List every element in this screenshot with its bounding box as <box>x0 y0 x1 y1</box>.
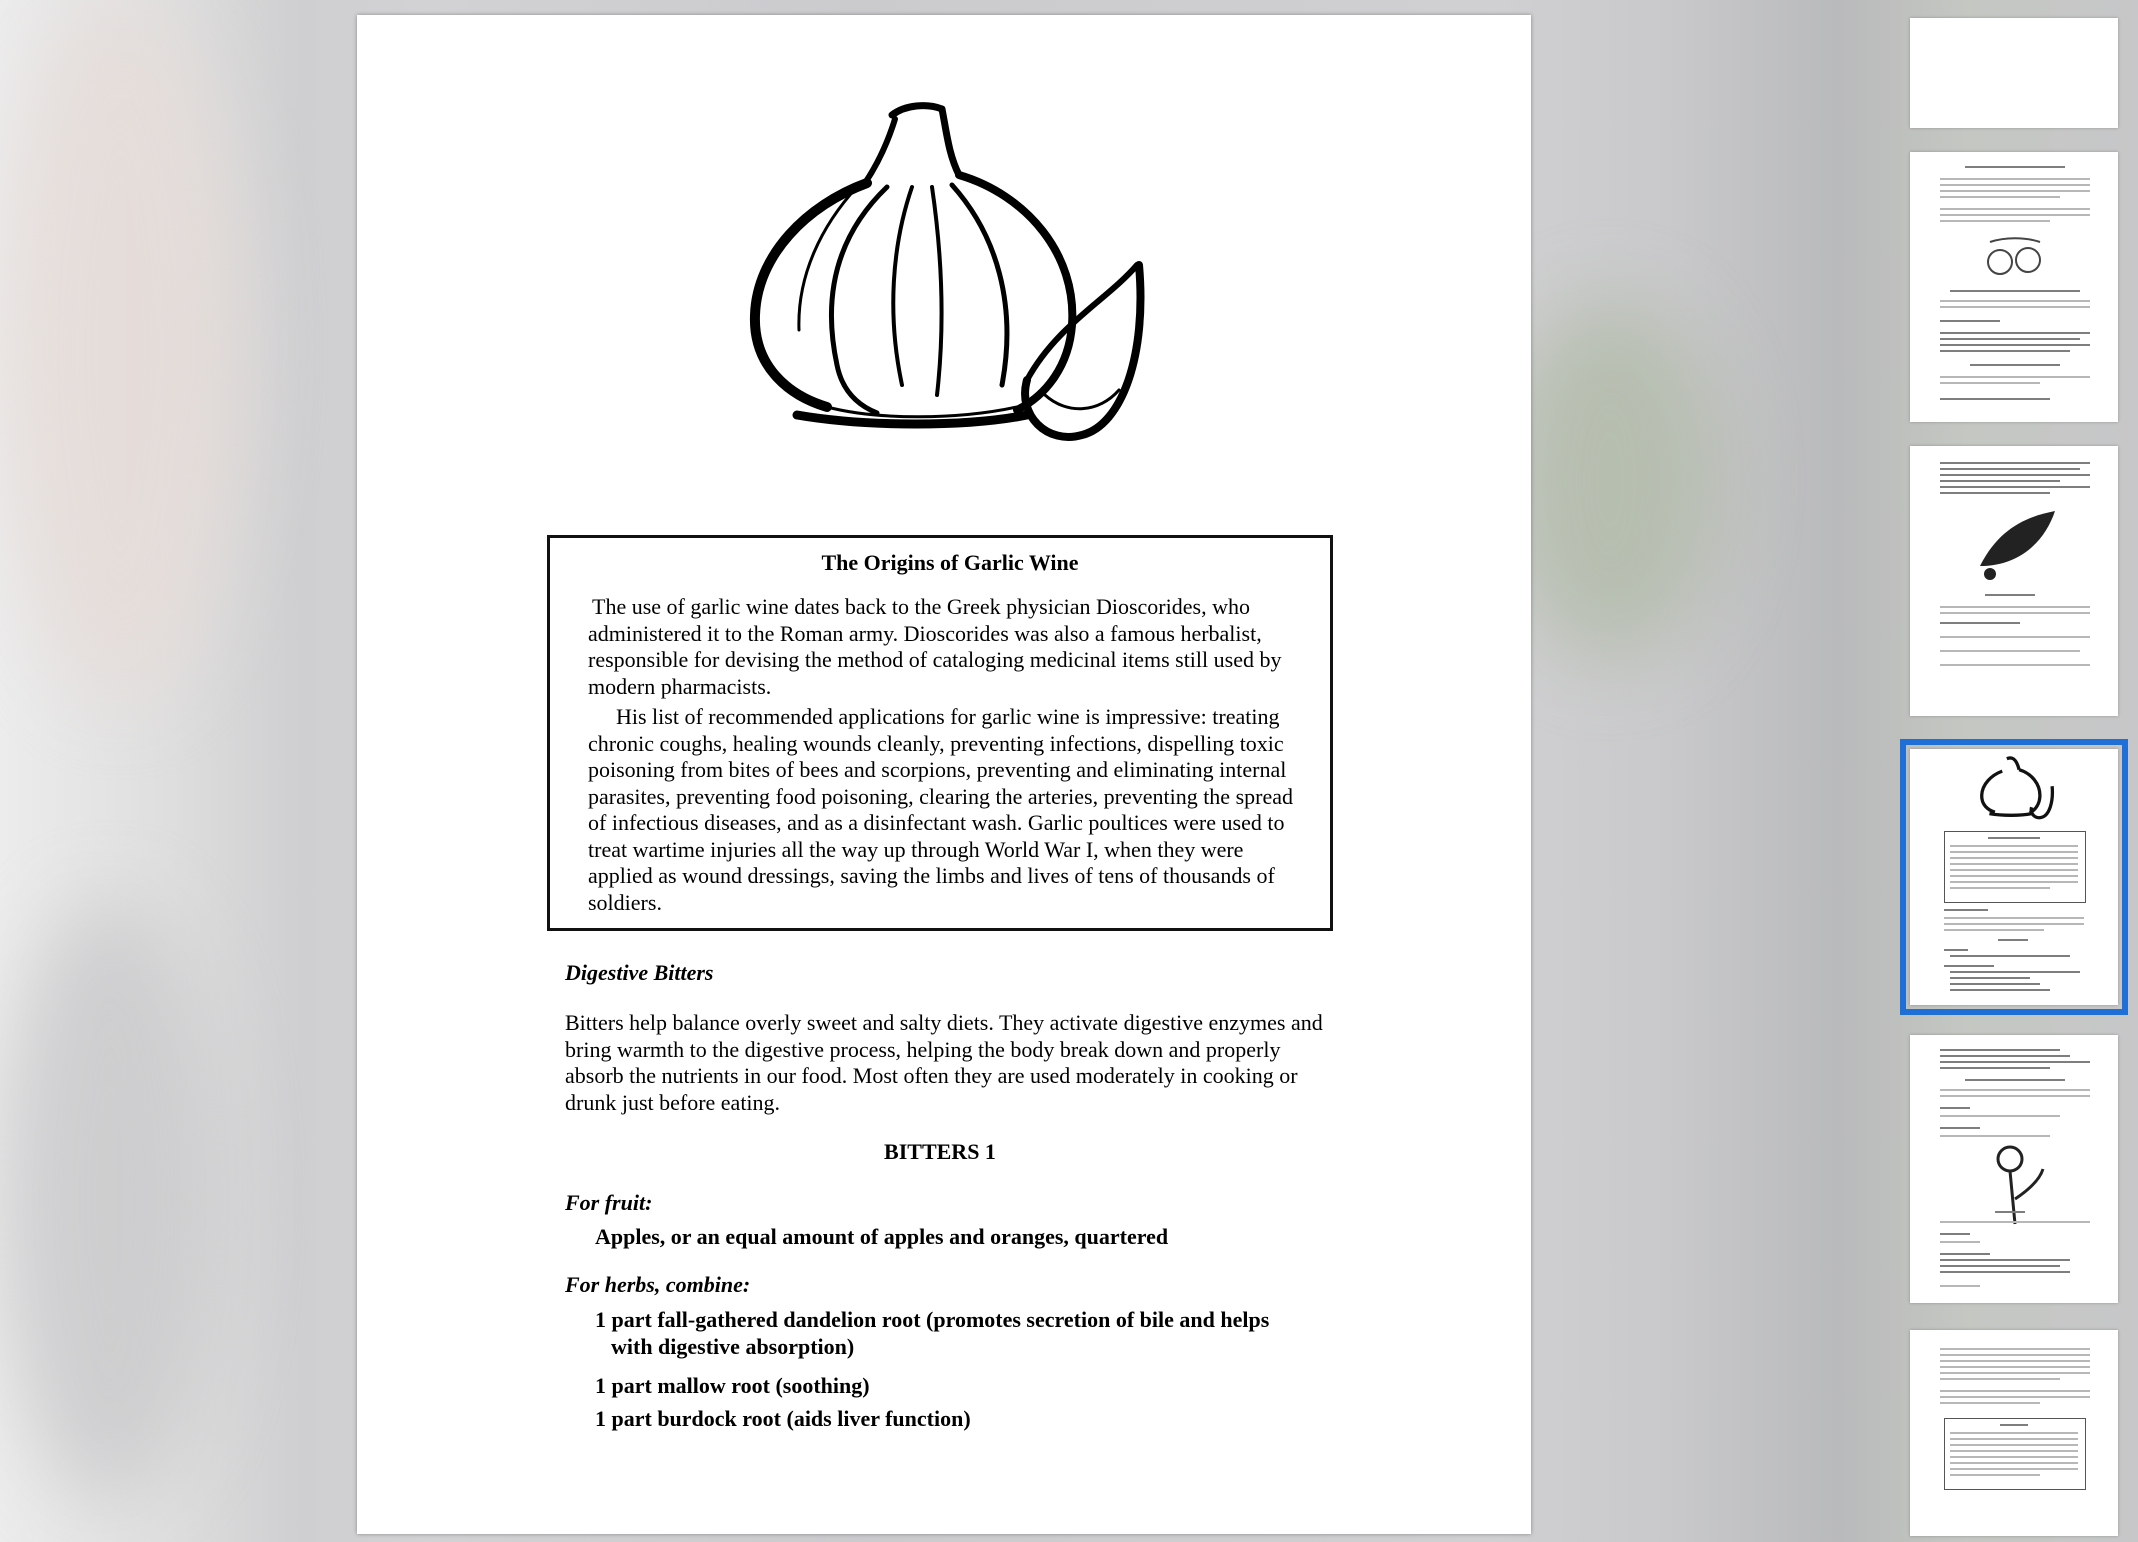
page-thumbnail-1[interactable] <box>1910 18 2118 128</box>
page-thumbnail-6[interactable] <box>1910 1330 2118 1536</box>
garlic-illustration <box>727 95 1157 455</box>
section-heading: Digestive Bitters <box>565 960 714 985</box>
strawberry-icon <box>1980 232 2050 282</box>
page-thumbnail-5[interactable] <box>1910 1035 2118 1303</box>
herb-ingredient <box>595 1307 1355 1360</box>
document-page[interactable] <box>357 15 1531 1534</box>
background-blob <box>0 900 220 1500</box>
origins-sidebar-box <box>547 535 1333 931</box>
fruit-ingredient: Apples, or an equal amount of apples and oranges, quartered <box>595 1224 1169 1249</box>
dandelion-icon <box>1985 1139 2045 1229</box>
herb-line: 1 part fall-gathered dandelion root (promotes secretion of bile and helps <box>595 1307 1270 1332</box>
box-title: The Origins of Garlic Wine <box>821 550 1079 575</box>
leaf-icon <box>1970 506 2060 586</box>
box-paragraph-1: The use of garlic wine dates back to the Greek physician Dioscorides, who administered it to the Roman army. Dioscorides was also a famous herbalist, responsible for devising the method of cataloging medicinal items still used by modern pharmacists. <box>588 594 1282 699</box>
fruit-heading: For fruit: <box>565 1190 653 1215</box>
herbs-heading: For herbs, combine: <box>565 1272 751 1297</box>
herb-ingredient: 1 part burdock root (aids liver function) <box>595 1406 971 1431</box>
page-thumbnail-4[interactable] <box>1910 749 2118 1005</box>
background-blob <box>1500 300 1720 660</box>
garlic-icon <box>1976 755 2056 821</box>
intro-paragraph: Bitters help balance overly sweet and salty diets. They activate digestive enzymes and bring warmth to the digestive process, helping the body break down and properly absorb the nutrients in our food. Most often they are used moderately in cooking or drunk just before eating. <box>565 1010 1323 1115</box>
page-thumbnail-3[interactable] <box>1910 446 2118 716</box>
recipe-title: BITTERS 1 <box>884 1139 996 1164</box>
herb-line-continued: with digestive absorption) <box>611 1333 855 1359</box>
page-thumbnail-2[interactable] <box>1910 152 2118 422</box>
background-blob <box>0 0 240 700</box>
box-paragraph-2: His list of recommended applications for garlic wine is impressive: treating chronic coughs, healing wounds cleanly, preventing infections, dispelling toxic poisoning from bites of bees and scorpions, preventing and eliminating internal parasites, preventing food poisoning, clearing the arteries, preventing the spread of infectious diseases, and as a disinfectant wash. Garlic poultices were used to treat wartime injuries all the way up through World War I, when they were applied as wound dressings, saving the limbs and lives of tens of thousands of soldiers. <box>588 704 1293 915</box>
herb-ingredient: 1 part mallow root (soothing) <box>595 1373 870 1398</box>
